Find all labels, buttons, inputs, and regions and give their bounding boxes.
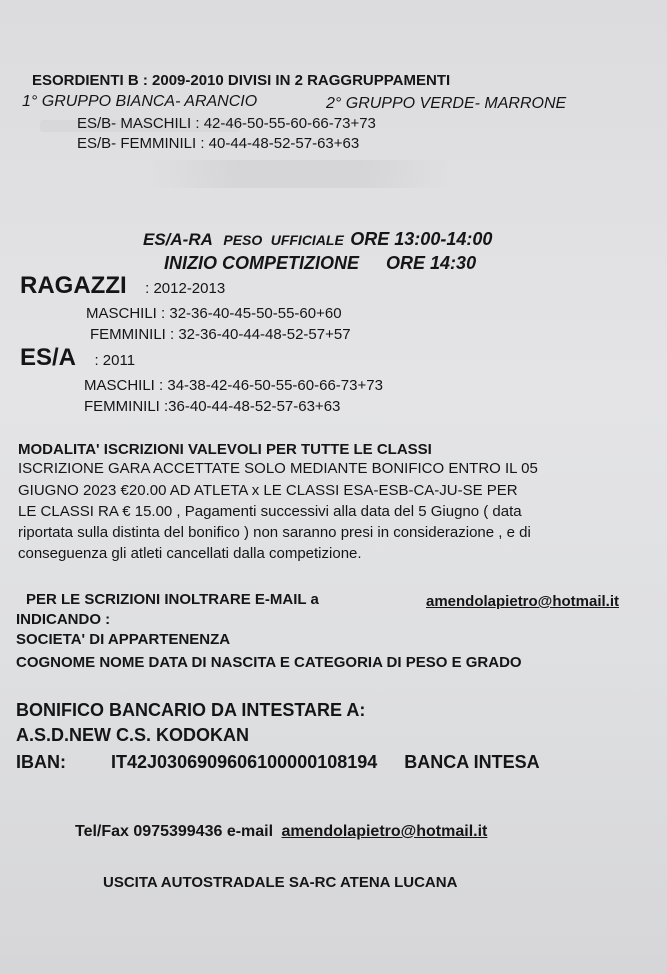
- bleed-through-shadow: [150, 160, 450, 188]
- modalita-line: ISCRIZIONE GARA ACCETTATE SOLO MEDIANTE BONIFICO ENTRO IL 05: [18, 460, 538, 477]
- esa-heading: [20, 344, 135, 372]
- bank-name: BANCA INTESA: [404, 752, 540, 772]
- iban-value: IT42J0306909606100000108194: [111, 752, 378, 772]
- modalita-line: conseguenza gli atleti cancellati dalla competizione.: [18, 545, 362, 562]
- modalita-line: GIUGNO 2023 €20.00 AD ATLETA x LE CLASSI ESA-ESB-CA-JU-SE PER: [18, 482, 518, 499]
- esordienti-femminili: ES/B- FEMMINILI : 40-44-48-52-57-63+63: [77, 135, 360, 152]
- contact-tel: Tel/Fax 0975399436 e-mail: [75, 823, 274, 840]
- bonifico-line-1: BONIFICO BANCARIO DA INTESTARE A:: [16, 700, 366, 720]
- ragazzi-years: : 2012-2013: [145, 280, 226, 297]
- iscrizioni-line-4: COGNOME NOME DATA DI NASCITA E CATEGORIA DI PESO E GRADO: [16, 654, 522, 671]
- ragazzi-heading: [20, 272, 225, 300]
- ragazzi-femminili: FEMMINILI : 32-36-40-44-48-52-57+57: [90, 326, 351, 343]
- bonifico-line-2: A.S.D.NEW C.S. KODOKAN: [16, 725, 250, 745]
- iscrizioni-email-link[interactable]: amendolapietro@hotmail.it: [426, 593, 619, 610]
- iscrizioni-line-1: PER LE SCRIZIONI INOLTRARE E-MAIL a: [26, 591, 319, 608]
- iscrizioni-line-3: SOCIETA' DI APPARTENENZA: [16, 631, 231, 648]
- uscita-autostradale: USCITA AUTOSTRADALE SA-RC ATENA LUCANA: [103, 874, 458, 891]
- esa-maschili: MASCHILI : 34-38-42-46-50-55-60-66-73+73: [84, 377, 383, 394]
- modalita-line: riportata sulla distinta del bonifico ) non saranno presi in considerazione , e di: [18, 524, 531, 541]
- modalita-line: LE CLASSI RA € 15.00 , Pagamenti successivi alla data del 5 Giugno ( data: [18, 503, 522, 520]
- esordienti-gruppo2: 2° GRUPPO VERDE- MARRONE: [326, 95, 567, 112]
- esa-title: ES/A: [20, 344, 77, 371]
- schedule-line-1: ES/A-RA PESO UFFICIALE ORE 13:00-14:00: [143, 229, 493, 249]
- bonifico-iban-row: [16, 752, 540, 773]
- esordienti-maschili: ES/B- MASCHILI : 42-46-50-55-60-66-73+73: [77, 115, 376, 132]
- iban-label: IBAN:: [16, 752, 66, 772]
- iscrizioni-line-2: INDICANDO :: [16, 611, 111, 628]
- ragazzi-title: RAGAZZI: [20, 272, 127, 299]
- schedule-line-2: INIZIO COMPETIZIONE ORE 14:30: [164, 253, 477, 273]
- contact-line: [75, 823, 487, 841]
- esa-femminili: FEMMINILI :36-40-44-48-52-57-63+63: [84, 398, 341, 415]
- modalita-title: MODALITA' ISCRIZIONI VALEVOLI PER TUTTE LE CLASSI: [18, 441, 432, 458]
- esa-years: : 2011: [94, 352, 136, 369]
- esordienti-gruppo1: 1° GRUPPO BIANCA- ARANCIO: [22, 93, 258, 110]
- esordienti-title: ESORDIENTI B : 2009-2010 DIVISI IN 2 RAGGRUPPAMENTI: [32, 72, 451, 89]
- contact-email-link[interactable]: amendolapietro@hotmail.it: [281, 823, 488, 840]
- ragazzi-maschili: MASCHILI : 32-36-40-45-50-55-60+60: [86, 305, 342, 322]
